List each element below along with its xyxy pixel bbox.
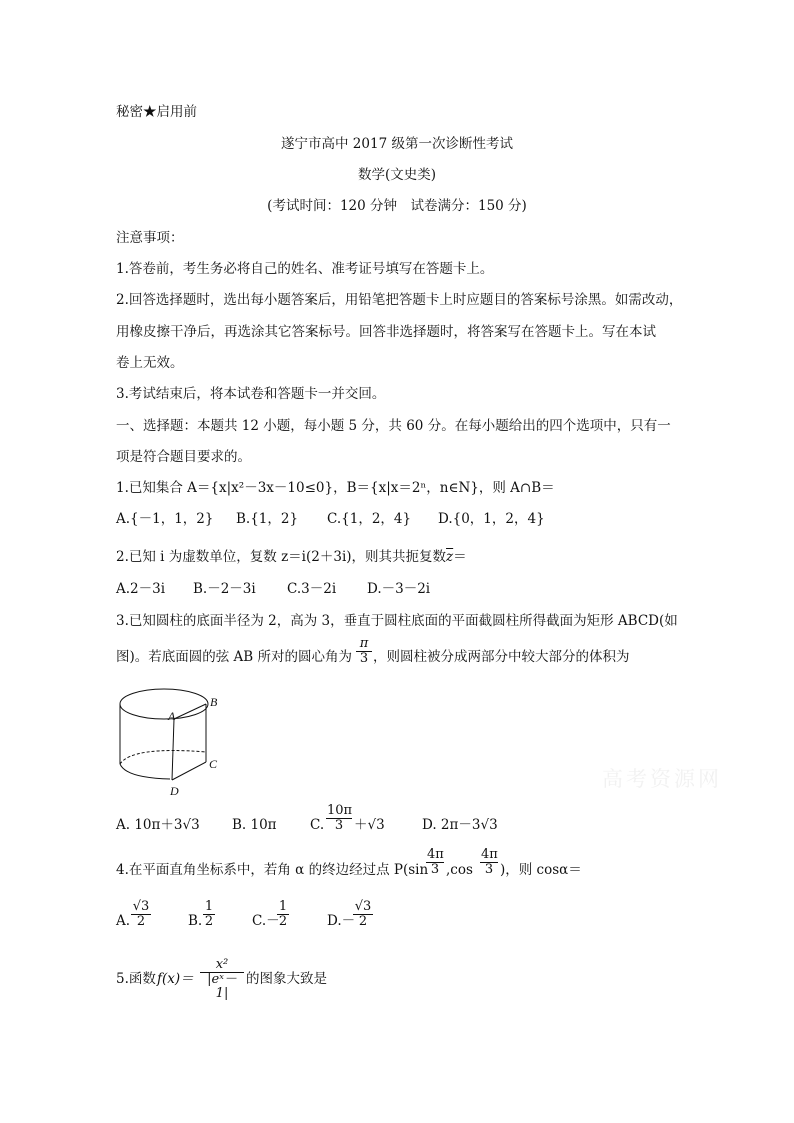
- q1-option-d: D.{0，1，2，4}: [438, 511, 545, 527]
- note-2-line-1: 2.回答选择题时，选出每小题答案后，用铅笔把答题卡上时应题目的答案标号涂黑。如需改动，: [116, 292, 683, 308]
- note-2-line-2: 用橡皮擦干净后，再选涂其它答案标号。回答非选择题时，将答案写在答题卡上。写在本试: [116, 324, 656, 340]
- section1-line-1: 一、选择题：本题共 12 小题，每小题 5 分，共 60 分。在每小题给出的四个选项中，只有一: [116, 418, 671, 434]
- q3-frac-num: π: [356, 637, 372, 652]
- q3-line-2b: ，则圆柱被分成两部分中较大部分的体积为: [373, 649, 630, 665]
- q4-stem-a: 4.在平面直角坐标系中，若角 α 的终边经过点 P(sin: [116, 862, 429, 878]
- q4-frac-cos-num: 4π: [481, 847, 498, 862]
- q4-option-a-den: 2: [136, 914, 146, 929]
- q5-pre: 5.函数: [116, 971, 156, 987]
- q5-post: 的图象大致是: [246, 971, 327, 987]
- exam-subject: 数学(文史类): [357, 167, 437, 183]
- q3-option-c-den: 3: [334, 818, 344, 833]
- q4-frac-cos-den: 3: [484, 862, 494, 877]
- section-edge-dc: [172, 762, 206, 780]
- q2-zbar: $\overline{z}$: [446, 549, 454, 565]
- cylinder-figure: [112, 682, 230, 800]
- q4-frac-sin: [426, 848, 444, 877]
- watermark: 高考资源网: [602, 767, 722, 791]
- q4-frac-sin-den: 3: [430, 862, 440, 877]
- q2-stem: [116, 548, 467, 566]
- q1-option-c: C.{1，2，4}: [327, 511, 412, 527]
- q3-line-2a: 图)。若底面圆的弦 AB 所对的圆心角为: [116, 649, 353, 665]
- q3-option-b: B. 10π: [232, 817, 277, 833]
- section-edge-ab: [174, 704, 206, 719]
- note-3: 3.考试结束后，将本试卷和答题卡一并交回。: [116, 386, 386, 402]
- q4-option-d-den: 2: [358, 914, 368, 929]
- q2-eq: ＝: [453, 549, 467, 565]
- exam-time-info: (考试时间：120 分钟 试卷满分：150 分): [267, 198, 527, 214]
- secret-label: 秘密★启用前: [116, 104, 197, 120]
- label-b: B: [210, 695, 218, 709]
- q2-option-c: C.3－2i: [287, 581, 337, 597]
- q4-frac-sin-num: 4π: [427, 847, 444, 862]
- q4-option-a-num: √3: [132, 899, 150, 914]
- q5-fraction: [200, 958, 244, 1001]
- q4-option-b-den: 2: [204, 914, 214, 929]
- q4-option-c-label: C.－: [252, 913, 280, 929]
- cylinder-top-ellipse: [120, 689, 208, 719]
- label-c: C: [209, 757, 218, 771]
- q3-line-1: 3.已知圆柱的底面半径为 2，高为 3，垂直于圆柱底面的平面截圆柱所得截面为矩形 ABCD(如: [116, 613, 678, 629]
- q3-option-c-label: C.: [310, 817, 325, 833]
- q1-option-a: A.{－1，1，2}: [116, 511, 214, 527]
- q5-den: |eˣ－1|: [207, 972, 237, 1001]
- q4-option-a-label: A.: [116, 913, 131, 929]
- q4-option-b-num: 1: [204, 899, 214, 914]
- exam-title: 遂宁市高中 2017 级第一次诊断性考试: [281, 136, 513, 152]
- q4-option-a-fraction: [131, 900, 151, 929]
- note-1: 1.答卷前，考生务必将自己的姓名、准考证号填写在答题卡上。: [116, 261, 494, 277]
- label-d: D: [170, 784, 179, 798]
- q4-option-d-fraction: [353, 900, 373, 929]
- q4-stem-b: )，则 cosα＝: [500, 862, 582, 878]
- q4-frac-cos: [480, 848, 498, 877]
- q4-option-b-fraction: [203, 900, 215, 929]
- q3-fraction-pi-3: [356, 637, 372, 666]
- q2-option-d: D.－3－2i: [367, 581, 431, 597]
- note-2-line-3: 卷上无效。: [116, 355, 184, 371]
- q3-option-c-fraction: [326, 804, 352, 833]
- q5-fx: f(x)＝: [157, 971, 194, 987]
- section-edge-ad: [172, 719, 174, 780]
- q3-option-c-tail: ＋√3: [354, 817, 385, 833]
- q5-num: x²: [200, 958, 244, 973]
- q3-option-c-num: 10π: [327, 803, 353, 818]
- q2-option-a: A.2－3i: [116, 581, 166, 597]
- q3-option-a: A. 10π＋3√3: [116, 817, 200, 833]
- cylinder-bottom-arc: [120, 764, 170, 779]
- q1-stem: 1.已知集合 A＝{x|x²－3x－10≤0}，B＝{x|x＝2ⁿ，n∈N}，则 A∩B＝: [116, 480, 555, 496]
- notes-title: 注意事项：: [116, 230, 184, 246]
- q2-stem-text: 2.已知 i 为虚数单位，复数 z＝i(2＋3i)，则其共扼复数: [116, 549, 447, 565]
- q4-option-d-num: √3: [354, 899, 372, 914]
- q1-option-b: B.{1，2}: [236, 511, 299, 527]
- q4-comma-cos: ,cos: [446, 862, 473, 878]
- q2-option-b: B.－2－3i: [193, 581, 256, 597]
- q4-option-c-fraction: [277, 900, 289, 929]
- q4-option-b-label: B.: [188, 913, 203, 929]
- q4-option-c-den: 2: [278, 914, 288, 929]
- label-a: A: [168, 709, 176, 723]
- q3-frac-den: 3: [359, 651, 369, 666]
- q3-option-d: D. 2π－3√3: [422, 817, 498, 833]
- q4-option-d-label: D.－: [327, 913, 356, 929]
- section1-line-2: 项是符合题目要求的。: [116, 449, 251, 465]
- cylinder-bottom-dashed-arc: [120, 751, 206, 765]
- q4-option-c-num: 1: [278, 899, 288, 914]
